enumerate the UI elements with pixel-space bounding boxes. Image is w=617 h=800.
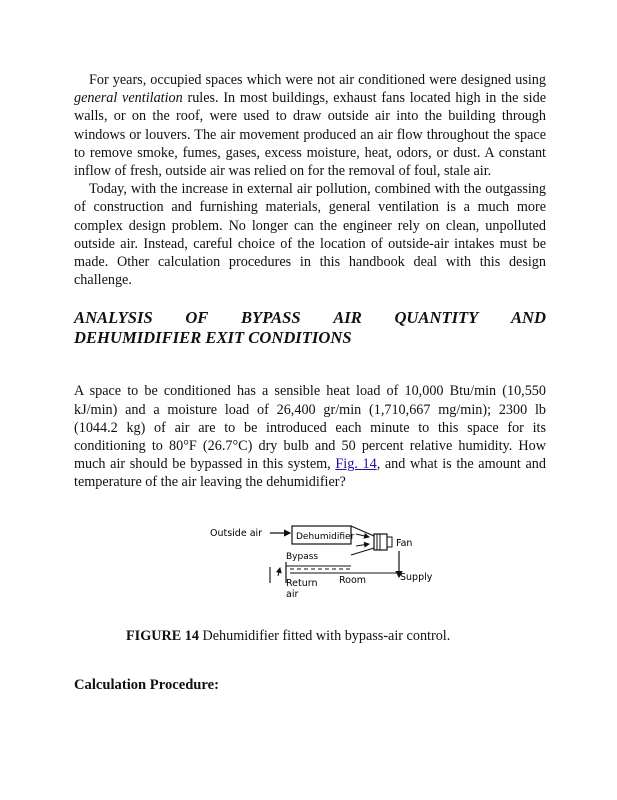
- label-fan: Fan: [396, 538, 413, 549]
- caption-text: Dehumidifier fitted with bypass-air control.: [198, 628, 451, 644]
- duct-arrow-1: [356, 534, 369, 537]
- label-air: air: [286, 589, 299, 600]
- label-bypass: Bypass: [286, 552, 319, 562]
- caption-label: FIGURE 14: [126, 628, 199, 644]
- heading-line-1: ANALYSIS OF BYPASS AIR QUANTITY AND: [74, 308, 546, 328]
- problem-statement: A space to be conditioned has a sensible heat load of 10,000 Btu/min (10,550 kJ/min) and a moisture load of 26,400 gr/min (1,710,667 mg/min); 2300 lb (1044.2 kg) of air are to be introduced each minute to this space for its conditioning to 80°F (26.7°C) dry bulb and 50 percent relative humidity. How much air should be bypassed in this system, Fig. 14, and what is the amount and temperature of the air leaving the dehumidifier?: [74, 383, 546, 491]
- duct-arrow-2: [356, 544, 369, 546]
- label-outside-air: Outside air: [210, 528, 263, 539]
- figure-14-diagram: [206, 522, 436, 602]
- paragraph-intro-2: Today, with the increase in external air pollution, combined with the outgassing of construction and furnishing materials, general ventilation is a much more complex design problem. No longer can the engineer rely on clean, unpolluted outside air. Instead, careful choice of the location of outside-air intakes must be made. Other calculation procedures in this handbook deal with this design challenge.: [74, 181, 546, 289]
- label-dehumidifier: Dehumidifier: [296, 532, 355, 542]
- label-room: Room: [339, 575, 367, 586]
- fan-motor: [387, 537, 392, 547]
- duct-top: [351, 526, 374, 536]
- calculation-procedure-heading: Calculation Procedure:: [74, 677, 219, 693]
- document-body: [74, 71, 546, 492]
- emphasis-general-ventilation: general ventilation: [74, 90, 183, 107]
- section-heading: [74, 308, 546, 348]
- heading-line-2: DEHUMIDIFIER EXIT CONDITIONS: [74, 328, 352, 348]
- label-return: Return: [286, 578, 318, 589]
- paragraph-intro-1: For years, occupied spaces which were not air conditioned were designed using general ventilation rules. In most buildings, exhaust fans located high in the side walls, or on the roof, were used to draw outside air into the building through windows or louvers. The air movement produced an air flow throughout the space to remove smoke, fumes, gases, excess moisture, heat, odors, or dust. A constant inflow of fresh, outside air was relied on for the removal of foul, stale air.: [74, 72, 546, 180]
- duct-bottom: [351, 548, 374, 555]
- figure-caption: [126, 628, 450, 645]
- return-air-arrow: [278, 568, 280, 576]
- label-supply: Supply: [400, 572, 433, 583]
- figure-14-link[interactable]: Fig. 14: [335, 456, 377, 473]
